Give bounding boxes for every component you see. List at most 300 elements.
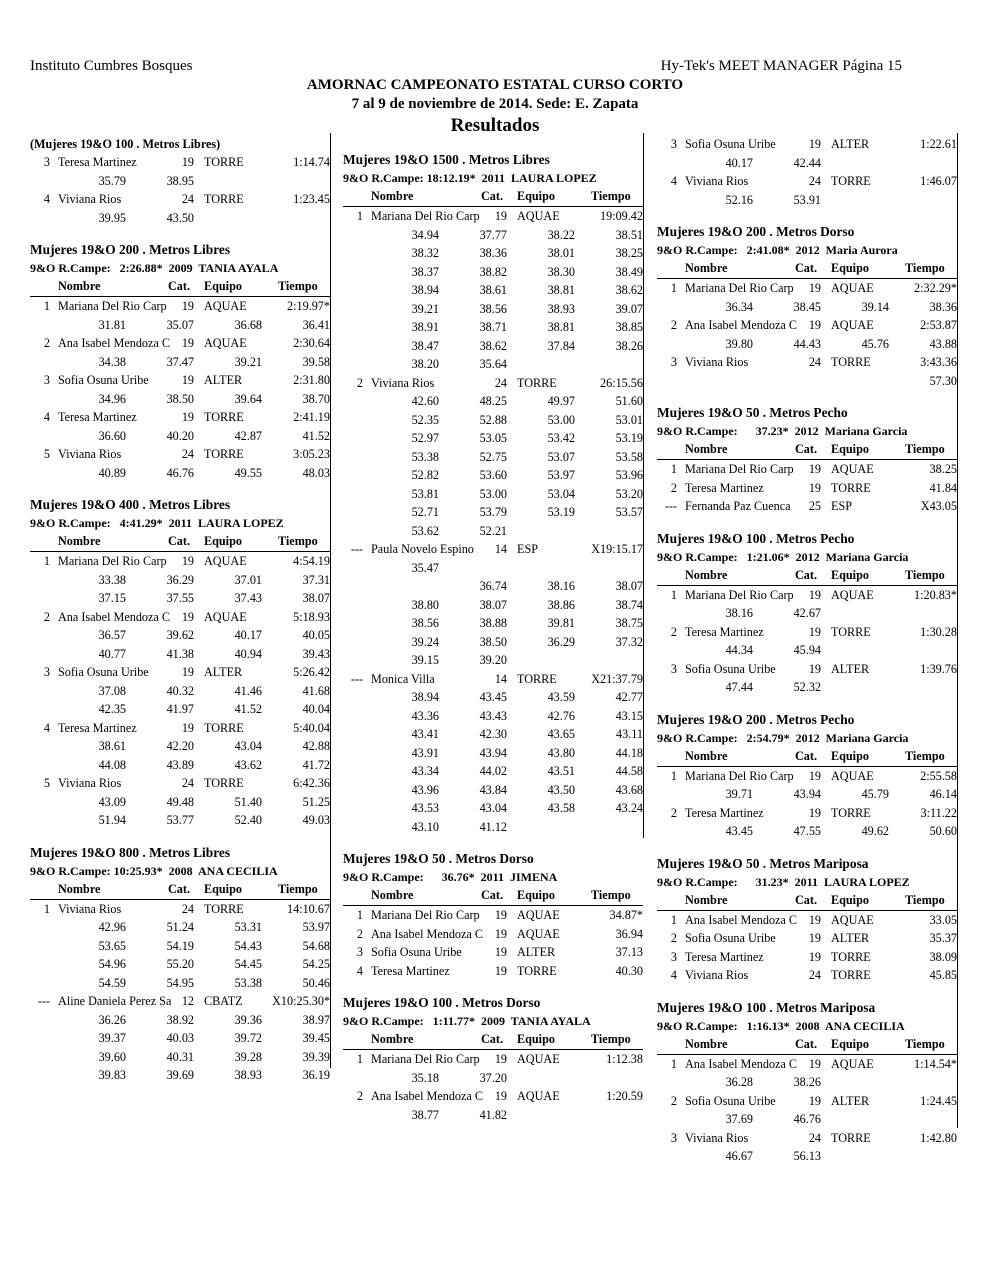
header-time: Tiempo	[905, 567, 945, 582]
split-time: 41.46	[234, 683, 262, 698]
final-time: 38.25	[929, 462, 957, 476]
meet-record: 9&O R.Campe: 2:54.79* 2012 Mariana Garcia	[657, 730, 909, 745]
age-group: 14	[494, 671, 507, 686]
swimmer-name: Ana Isabel Mendoza C	[685, 912, 798, 927]
split-time: 43.34	[411, 764, 439, 778]
place: 2	[356, 926, 363, 941]
meet-record: 9&O R.Campe: 1:16.13* 2008 ANA CECILIA	[657, 1018, 905, 1033]
team: ESP	[517, 542, 539, 556]
result-row	[657, 460, 957, 479]
team: AQUAE	[831, 318, 874, 332]
final-time: 40.30	[615, 963, 643, 978]
split-time: 49.55	[234, 465, 262, 480]
result-row	[657, 1092, 957, 1111]
split-time: 38.20	[411, 357, 439, 371]
split-time: 53.58	[615, 449, 643, 464]
split-time: 44.18	[615, 745, 643, 760]
result-row	[343, 906, 643, 925]
team: ALTER	[831, 137, 870, 151]
split-time: 38.01	[547, 246, 575, 260]
split-row	[343, 226, 643, 245]
split-time: 38.74	[615, 597, 643, 612]
header-team: Equipo	[204, 881, 242, 896]
age-group: 24	[181, 192, 194, 206]
swimmer-name: Sofia Osuna Uribe	[685, 137, 776, 151]
split-time: 37.43	[234, 591, 262, 605]
meet-record: 9&O R.Campe: 36.76* 2011 JIMENA	[343, 870, 558, 884]
header-age: Cat.	[795, 892, 818, 907]
result-row	[657, 767, 957, 786]
split-time: 38.26	[793, 1075, 821, 1089]
split-time: 43.50	[166, 210, 194, 225]
header-team: Equipo	[831, 442, 869, 456]
team: TORRE	[831, 480, 871, 495]
split-time: 54.96	[98, 957, 126, 971]
age-group: 19	[181, 299, 194, 313]
split-row	[30, 209, 330, 228]
header-name: Nombre	[58, 534, 101, 548]
header-team: Equipo	[517, 189, 555, 203]
team: AQUAE	[831, 768, 874, 783]
split-time: 50.60	[929, 824, 957, 838]
final-time: 3:11.22	[920, 805, 957, 820]
place: 2	[670, 480, 677, 495]
split-time: 43.04	[234, 739, 262, 753]
split-time: 43.41	[411, 727, 439, 741]
split-time: 43.68	[615, 782, 643, 797]
split-time: 40.17	[725, 155, 753, 170]
swimmer-name: Teresa Martinez	[58, 410, 137, 424]
split-time: 53.04	[547, 486, 575, 501]
split-time: 36.28	[725, 1075, 753, 1089]
column-headers	[657, 747, 957, 767]
final-time: 37.13	[615, 945, 643, 959]
column-divider-1	[330, 133, 331, 1068]
split-time: 44.34	[725, 643, 753, 657]
split-time: 42.35	[98, 702, 126, 716]
split-row	[343, 633, 643, 652]
age-group: 19	[808, 1093, 821, 1108]
place: 1	[356, 1052, 363, 1066]
final-time: 1:20.83*	[914, 587, 957, 602]
split-time: 51.25	[302, 794, 330, 809]
meet-record: 9&O R.Campe: 37.23* 2012 Mariana Garcia	[657, 424, 908, 438]
split-row	[30, 1029, 330, 1048]
result-row	[657, 966, 957, 985]
split-row	[30, 571, 330, 590]
event-block	[30, 241, 330, 482]
result-row	[343, 540, 643, 559]
result-row	[657, 279, 957, 298]
split-row	[343, 448, 643, 467]
age-group: 24	[808, 355, 821, 369]
split-row	[343, 522, 643, 541]
team: TORRE	[831, 624, 871, 639]
split-row	[343, 318, 643, 337]
result-row	[343, 1050, 643, 1069]
split-time: 38.37	[411, 264, 439, 279]
team: TORRE	[204, 447, 244, 461]
split-row	[343, 411, 643, 430]
split-time: 35.79	[98, 173, 126, 188]
split-time: 52.32	[793, 680, 821, 694]
split-time: 36.19	[302, 1068, 330, 1082]
split-time: 39.21	[234, 354, 262, 369]
column-headers	[343, 886, 643, 906]
age-group: 19	[808, 281, 821, 295]
result-row	[657, 929, 957, 948]
split-time: 41.72	[302, 757, 330, 772]
column-headers	[30, 532, 330, 552]
split-time: 37.32	[615, 634, 643, 649]
split-row	[30, 316, 330, 335]
final-time: 3:05.23	[293, 447, 330, 461]
age-group: 24	[181, 901, 194, 916]
event-title: Mujeres 19&O 1500 . Metros Libres	[343, 152, 550, 167]
header-time: Tiempo	[591, 1032, 631, 1046]
split-time: 38.93	[234, 1068, 262, 1082]
split-row	[343, 1069, 643, 1088]
split-time: 39.21	[411, 301, 439, 316]
split-row	[30, 353, 330, 372]
split-row	[657, 1110, 957, 1129]
split-row	[30, 974, 330, 993]
split-row	[30, 793, 330, 812]
age-group: 19	[808, 912, 821, 927]
final-time: 45.85	[929, 968, 957, 982]
result-row	[30, 992, 330, 1011]
split-time: 42.30	[479, 727, 507, 741]
header-time: Tiempo	[905, 892, 945, 907]
split-row	[657, 678, 957, 697]
team: TORRE	[204, 192, 244, 206]
header-time: Tiempo	[591, 888, 631, 902]
header-team: Equipo	[517, 1032, 555, 1046]
swimmer-name: Sofia Osuna Uribe	[371, 945, 462, 959]
split-row	[657, 154, 957, 173]
results-column-3	[657, 135, 957, 1166]
result-row	[657, 172, 957, 191]
split-time: 53.00	[479, 486, 507, 501]
final-time: 2:31.80	[293, 373, 330, 387]
split-time: 41.68	[302, 683, 330, 698]
split-row	[343, 688, 643, 707]
event-title: Mujeres 19&O 100 . Metros Pecho	[657, 530, 855, 546]
header-age: Cat.	[795, 567, 818, 582]
split-time: 37.15	[98, 591, 126, 605]
split-time: 49.03	[302, 813, 330, 827]
result-row	[30, 774, 330, 793]
age-group: 24	[181, 776, 194, 790]
header-team: Equipo	[831, 748, 869, 763]
place: 3	[43, 665, 50, 679]
final-time: 1:42.80	[920, 1130, 957, 1145]
place: 1	[670, 281, 677, 295]
team: AQUAE	[204, 299, 247, 313]
header-time: Tiempo	[591, 189, 631, 203]
final-time: 1:22.61	[920, 137, 957, 151]
split-time: 37.08	[98, 683, 126, 698]
column-headers	[657, 566, 957, 586]
age-group: 19	[808, 318, 821, 332]
split-time: 52.40	[234, 813, 262, 827]
team: ALTER	[831, 1093, 870, 1108]
meet-record: 9&O R.Campe: 4:41.29* 2011 LAURA LOPEZ	[30, 516, 284, 530]
split-time: 54.19	[166, 938, 194, 953]
result-row	[343, 925, 643, 944]
team: AQUAE	[831, 462, 874, 476]
final-time: 36.94	[615, 926, 643, 941]
split-time: 43.45	[725, 824, 753, 838]
split-time: 53.96	[615, 468, 643, 482]
meet-dates: 7 al 9 de noviembre de 2014. Sede: E. Zapata	[351, 96, 639, 112]
split-time: 50.46	[302, 975, 330, 990]
meet-record: 9&O R.Campe: 2:26.88* 2009 TANIA AYALA	[30, 261, 279, 275]
split-time: 53.79	[479, 505, 507, 519]
split-time: 39.83	[98, 1068, 126, 1082]
split-time: 51.60	[615, 394, 643, 408]
result-row	[30, 408, 330, 427]
split-time: 37.55	[166, 591, 194, 605]
age-group: 19	[181, 155, 194, 169]
event-title: Mujeres 19&O 200 . Metros Dorso	[657, 224, 855, 239]
swimmer-name: Teresa Martinez	[685, 624, 764, 639]
column-headers	[343, 187, 643, 207]
split-time: 53.20	[615, 486, 643, 501]
final-time: 1:30.28	[920, 624, 957, 639]
split-time: 49.48	[166, 794, 194, 809]
split-time: 38.16	[725, 606, 753, 620]
split-time: 40.04	[302, 702, 330, 716]
split-time: 53.91	[793, 192, 821, 207]
split-time: 38.80	[411, 597, 439, 612]
event-block	[30, 135, 330, 227]
split-time: 43.88	[929, 336, 957, 351]
team: TORRE	[831, 949, 871, 964]
split-time: 54.43	[234, 938, 262, 953]
place: 3	[670, 355, 677, 369]
event-block	[343, 994, 643, 1124]
result-row	[30, 663, 330, 682]
column-divider-2	[643, 133, 644, 838]
split-row	[343, 429, 643, 448]
meet-record: 9&O R.Campe: 18:12.19* 2011 LAURA LOPEZ	[343, 171, 597, 185]
final-time: 2:41.19	[293, 410, 330, 424]
result-row	[30, 608, 330, 627]
split-row	[343, 818, 643, 837]
event-block	[657, 855, 957, 985]
swimmer-name: Teresa Martinez	[58, 720, 137, 735]
split-time: 38.36	[929, 299, 957, 314]
result-row	[30, 371, 330, 390]
split-time: 38.61	[98, 739, 126, 753]
event-title: Mujeres 19&O 100 . Metros Dorso	[343, 995, 541, 1010]
split-row	[30, 1048, 330, 1067]
split-time: 43.53	[411, 801, 439, 815]
split-time: 37.31	[302, 572, 330, 587]
split-time: 52.21	[479, 523, 507, 538]
split-time: 46.14	[929, 787, 957, 801]
split-time: 39.95	[98, 210, 126, 225]
team: AQUAE	[517, 1089, 560, 1103]
place: ---	[664, 499, 677, 513]
header-time: Tiempo	[905, 1036, 945, 1051]
split-row	[343, 559, 643, 578]
team: AQUAE	[831, 587, 874, 602]
final-time: 2:30.64	[293, 336, 330, 350]
team: AQUAE	[517, 908, 560, 922]
split-row	[30, 1011, 330, 1030]
split-time: 38.30	[547, 264, 575, 279]
header-team: Equipo	[517, 888, 555, 902]
age-group: 19	[494, 945, 507, 959]
place: 3	[356, 945, 363, 959]
split-row	[343, 355, 643, 374]
event-title: (Mujeres 19&O 100 . Metros Libres)	[30, 137, 221, 151]
split-row	[30, 737, 330, 756]
split-time: 37.69	[725, 1112, 753, 1126]
age-group: 19	[808, 661, 821, 676]
result-row	[30, 719, 330, 738]
team: AQUAE	[517, 1052, 560, 1066]
split-time: 36.26	[98, 1012, 126, 1027]
split-time: 39.14	[861, 299, 889, 314]
split-time: 38.56	[479, 301, 507, 316]
final-time: X43.05	[920, 499, 957, 513]
split-time: 51.40	[234, 794, 262, 809]
swimmer-name: Ana Isabel Mendoza C	[371, 926, 484, 941]
split-time: 53.19	[615, 431, 643, 445]
final-time: 1:46.07	[920, 174, 957, 188]
swimmer-name: Teresa Martinez	[685, 949, 764, 964]
final-time: 5:18.93	[293, 609, 330, 624]
split-time: 38.62	[615, 283, 643, 297]
split-time: 38.07	[302, 591, 330, 605]
split-time: 36.41	[302, 317, 330, 332]
result-row	[657, 948, 957, 967]
team: ALTER	[831, 931, 870, 945]
team: AQUAE	[204, 336, 247, 350]
place: 1	[670, 1056, 677, 1071]
swimmer-name: Sofia Osuna Uribe	[58, 373, 149, 387]
final-time: 35.37	[929, 931, 957, 945]
team: AQUAE	[204, 554, 247, 568]
split-time: 43.89	[166, 757, 194, 772]
header-team: Equipo	[831, 892, 869, 907]
split-row	[30, 955, 330, 974]
split-time: 38.82	[479, 264, 507, 279]
split-time: 40.32	[166, 683, 194, 698]
split-time: 38.47	[411, 338, 439, 353]
header-name: Nombre	[685, 1036, 728, 1051]
header-team: Equipo	[831, 1036, 869, 1051]
split-time: 36.34	[725, 299, 753, 314]
final-time: 2:19.97*	[287, 299, 330, 313]
split-time: 36.68	[234, 317, 262, 332]
column-headers	[657, 440, 957, 460]
split-time: 38.92	[166, 1012, 194, 1027]
header-name: Nombre	[371, 189, 414, 203]
split-row	[343, 466, 643, 485]
split-row	[343, 762, 643, 781]
header-team: Equipo	[204, 534, 242, 548]
header-age: Cat.	[168, 279, 191, 293]
split-time: 43.36	[411, 708, 439, 723]
split-time: 45.76	[861, 336, 889, 351]
split-time: 39.43	[302, 646, 330, 661]
split-time: 38.32	[411, 246, 439, 260]
age-group: 19	[181, 720, 194, 735]
result-row	[657, 135, 957, 154]
split-time: 42.44	[793, 155, 821, 170]
swimmer-name: Mariana Del Rio Carp	[685, 587, 794, 602]
split-time: 41.52	[234, 702, 262, 716]
age-group: 19	[808, 137, 821, 151]
final-time: 19:09.42	[600, 209, 643, 223]
header-team: Equipo	[831, 261, 869, 275]
split-row	[30, 390, 330, 409]
place: ---	[37, 994, 50, 1008]
result-row	[657, 804, 957, 823]
split-time: 33.38	[98, 572, 126, 587]
split-time: 38.94	[411, 690, 439, 704]
header-age: Cat.	[481, 189, 504, 203]
split-time: 40.94	[234, 646, 262, 661]
team: AQUAE	[517, 209, 560, 223]
team: AQUAE	[204, 609, 247, 624]
split-row	[343, 300, 643, 319]
split-time: 42.77	[615, 690, 643, 704]
event-title: Mujeres 19&O 50 . Metros Dorso	[343, 851, 534, 866]
place: 2	[43, 336, 50, 350]
place: 1	[43, 299, 50, 313]
split-time: 38.91	[411, 320, 439, 334]
split-row	[30, 1066, 330, 1085]
age-group: 24	[494, 375, 507, 390]
event-title: Mujeres 19&O 200 . Metros Pecho	[657, 711, 855, 727]
split-time: 53.31	[234, 920, 262, 934]
team: TORRE	[517, 375, 557, 390]
team: ALTER	[831, 661, 870, 676]
place: 5	[43, 776, 50, 790]
split-row	[343, 281, 643, 300]
split-time: 49.62	[861, 824, 889, 838]
column-headers	[657, 259, 957, 279]
split-time: 44.02	[479, 764, 507, 778]
team: TORRE	[204, 410, 244, 424]
result-row	[657, 316, 957, 335]
split-time: 34.94	[411, 227, 439, 242]
final-time: 2:32.29*	[914, 281, 957, 295]
split-time: 39.58	[302, 354, 330, 369]
header-name: Nombre	[58, 279, 101, 293]
age-group: 19	[181, 336, 194, 350]
place: 2	[670, 318, 677, 332]
team: TORRE	[831, 174, 871, 188]
age-group: 24	[808, 174, 821, 188]
split-time: 35.18	[411, 1070, 439, 1085]
swimmer-name: Mariana Del Rio Carp	[371, 1052, 480, 1066]
header-time: Tiempo	[278, 881, 318, 896]
age-group: 19	[494, 209, 507, 223]
event-block	[657, 135, 957, 209]
final-time: 41.84	[929, 480, 957, 495]
split-time: 40.77	[98, 646, 126, 661]
result-row	[30, 552, 330, 571]
split-time: 41.12	[479, 819, 507, 834]
split-time: 38.71	[479, 320, 507, 334]
split-time: 39.60	[98, 1049, 126, 1064]
